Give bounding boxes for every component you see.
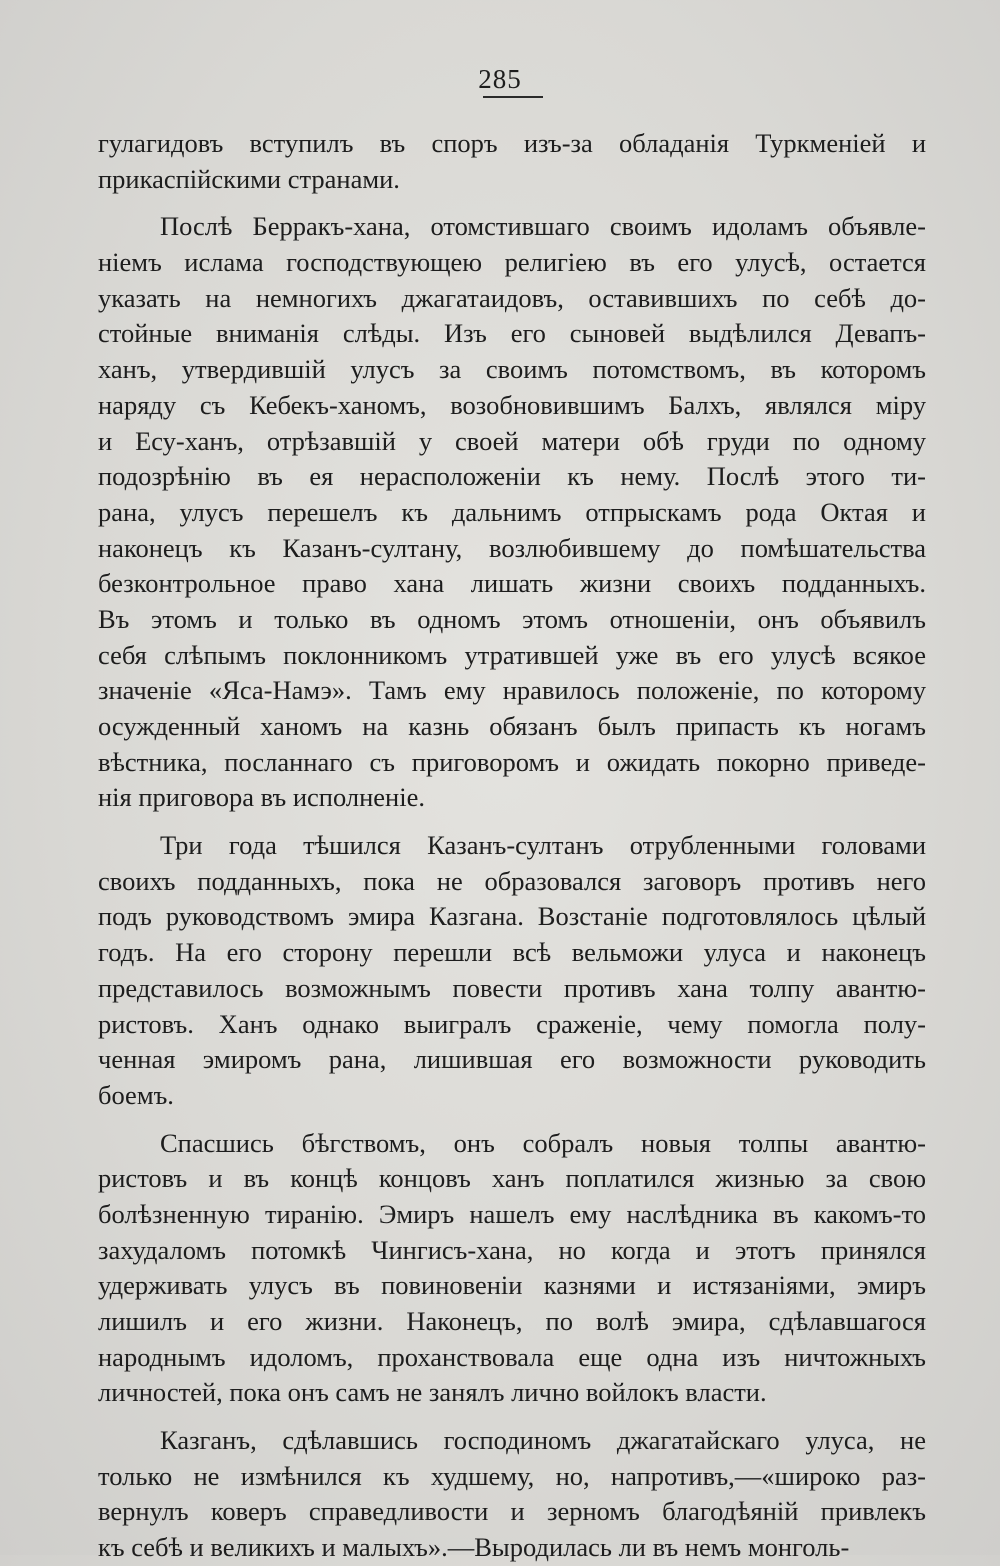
text-line: къ себѣ и великихъ и малыхъ».—Выродилась ли въ немъ монголь- <box>98 1532 850 1563</box>
text-line: народнымъ идоломъ, проханствовала еще одна изъ ничтожныхъ <box>98 1341 926 1372</box>
body-text <box>98 126 926 1566</box>
text-line: наконецъ къ Казанъ-султану, возлюбившему до помѣшательства <box>98 532 926 563</box>
text-line: Въ этомъ и только въ одномъ этомъ отношеніи, онъ объявилъ <box>98 603 926 634</box>
paragraph-gap <box>98 1411 926 1423</box>
text-line: годъ. На его сторону перешли всѣ вельможи улуса и наконецъ <box>98 937 926 968</box>
text-line: нія приговора въ исполненіе. <box>98 782 425 813</box>
text-line: прикаспійскими странами. <box>98 163 400 194</box>
text-line: безконтрольное право хана лишать жизни своихъ подданныхъ. <box>98 568 926 599</box>
paragraph <box>98 209 926 816</box>
text-line: своихъ подданныхъ, пока не образовался заговоръ противъ него <box>98 865 926 896</box>
paragraph-gap <box>98 816 926 828</box>
text-line: осужденный ханомъ на казнь обязанъ былъ припасть къ ногамъ <box>98 711 926 741</box>
text-line: значеніе «Яса-Намэ». Тамъ ему нравилось положеніе, по которому <box>98 675 926 706</box>
text-line: указать на немногихъ джагатаидовъ, оставившихъ по себѣ до- <box>98 282 926 313</box>
text-line: рана, улусъ перешелъ къ дальнимъ отпрыскамъ рода Октая и <box>98 496 926 527</box>
text-line: ченная эмиромъ рана, лишившая его возможности руководить <box>98 1044 926 1075</box>
paragraph <box>98 1126 926 1412</box>
paragraph-gap <box>98 197 926 209</box>
text-line: Казганъ, сдѣлавшись господиномъ джагатайскаго улуса, не <box>160 1425 926 1456</box>
text-line: ханъ, утвердившій улусъ за своимъ потомствомъ, въ которомъ <box>98 354 926 385</box>
text-line: вѣстника, посланнаго съ приговоромъ и ожидать покорно приведе- <box>98 746 926 777</box>
text-line: удерживать улусъ въ повиновеніи казнями и истязаніями, эмиръ <box>98 1270 926 1301</box>
paragraph <box>98 1423 926 1566</box>
text-line: стойные вниманія слѣды. Изъ его сыновей выдѣлился Девапъ- <box>98 318 926 349</box>
text-line: боемъ. <box>98 1079 174 1110</box>
text-line: подозрѣнію въ ея нерасположеніи къ нему. Послѣ этого ти- <box>98 461 926 492</box>
text-line: себя слѣпымъ поклонникомъ утратившей уже въ его улусѣ всякое <box>98 639 926 670</box>
text-line: лишилъ и его жизни. Наконецъ, по волѣ эмира, сдѣлавшагося <box>98 1306 926 1336</box>
text-line: наряду съ Кебекъ-ханомъ, возобновившимъ Балхъ, являлся міру <box>98 389 926 420</box>
text-line: ристовъ и въ концѣ концовъ ханъ поплатился жизнью за свою <box>98 1163 926 1194</box>
text-line: захудаломъ потомкѣ Чингисъ-хана, но когда и этотъ принялся <box>98 1234 926 1265</box>
text-line: Послѣ Берракъ-хана, отомстившаго своимъ идоламъ объявле- <box>160 211 926 242</box>
text-line: представилось возможнымъ повести противъ хана толпу авантю- <box>98 972 926 1003</box>
page-number-rule <box>483 96 543 98</box>
text-line: Три года тѣшился Казанъ-султанъ отрубленными головами <box>160 830 926 861</box>
page-number: 285 <box>478 64 522 94</box>
text-line: гулагидовъ вступилъ въ споръ изъ-за обладанія Туркменіей и <box>98 128 926 158</box>
text-line: Спасшись бѣгствомъ, онъ собралъ новыя толпы авантю- <box>160 1127 926 1158</box>
text-line: ніемъ ислама господствующею религіею въ его улусѣ, остается <box>98 247 926 278</box>
text-line: вернулъ коверъ справедливости и зерномъ благодѣяній привлекъ <box>98 1496 926 1527</box>
paragraph-gap <box>98 1114 926 1126</box>
text-line: только не измѣнился къ худшему, но, напротивъ,—«широко раз- <box>98 1460 926 1491</box>
text-line: болѣзненную тиранію. Эмиръ нашелъ ему наслѣдника въ какомъ-то <box>98 1198 926 1229</box>
text-line: и Есу-ханъ, отрѣзавшій у своей матери обѣ груди по одному <box>98 425 926 456</box>
text-line: ристовъ. Ханъ однако выигралъ сраженіе, чему помогла полу- <box>98 1008 926 1039</box>
text-line: подъ руководствомъ эмира Казгана. Возстаніе подготовлялось цѣлый <box>98 901 926 932</box>
paragraph <box>98 126 926 197</box>
paragraph <box>98 828 926 1114</box>
text-line: личностей, пока онъ самъ не занялъ лично войлокъ власти. <box>98 1377 767 1408</box>
